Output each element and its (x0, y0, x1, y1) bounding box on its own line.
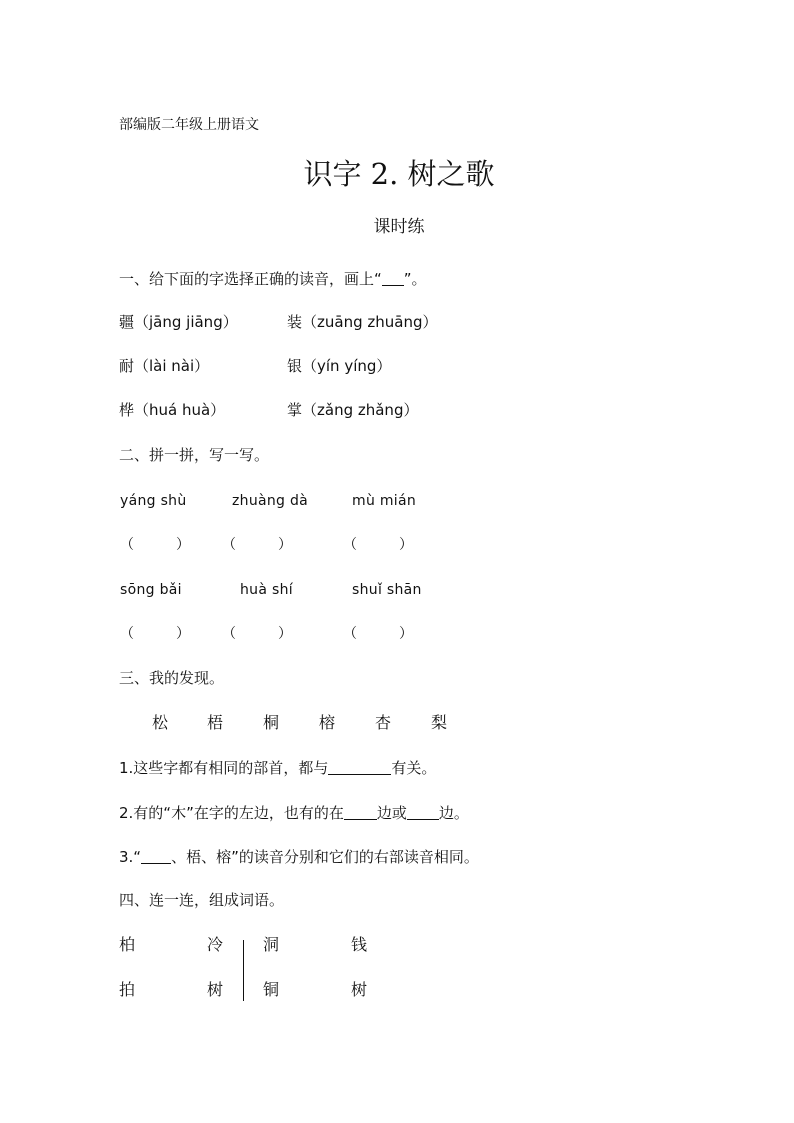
match-character: 冷 (207, 935, 224, 954)
pinyin-prompt: shuǐ shān (352, 582, 422, 598)
section2-heading: 二、拼一拼，写一写。 (119, 446, 270, 464)
match-character: 柏 (119, 935, 136, 954)
divider-line (243, 940, 244, 1001)
pinyin-prompt: sōng bǎi (120, 582, 182, 598)
section1-heading-end: ”。 (403, 270, 427, 288)
pinyin-prompt: mù mián (352, 493, 417, 509)
match-character: 树 (207, 980, 224, 999)
section3-heading: 三、我的发现。 (119, 669, 225, 687)
pinyin-prompt: huà shí (240, 582, 293, 598)
question-1-end: 有关。 (391, 759, 437, 777)
question-2-end: 边。 (438, 804, 469, 822)
answer-blank (344, 805, 377, 820)
page-title: 识字 2. 树之歌 (303, 157, 495, 191)
pronunciation-item: 耐（lài nài） (119, 357, 210, 375)
section4-heading: 四、连一连，组成词语。 (119, 891, 285, 909)
pinyin-prompt: yáng shù (120, 493, 187, 509)
section1-heading (119, 271, 427, 287)
answer-parentheses: （ ） (222, 626, 292, 642)
question-2-mid: 边或 (376, 804, 407, 822)
match-character: 铜 (263, 980, 280, 999)
question-3-text: 3.“ (119, 848, 142, 866)
section1-heading-text: 一、给下面的字选择正确的读音，画上“ (119, 270, 382, 288)
answer-parentheses: （ ） (120, 626, 190, 642)
pronunciation-item: 装（zuāng zhuāng） (287, 313, 438, 331)
match-character: 钱 (351, 935, 368, 954)
question-3 (119, 849, 479, 865)
question-2 (119, 805, 469, 821)
character: 榕 (319, 713, 336, 732)
pronunciation-item: 银（yín yíng） (287, 357, 392, 375)
page-subtitle: 课时练 (373, 217, 425, 237)
character: 杏 (375, 713, 392, 732)
pronunciation-item: 桦（huá huà） (119, 401, 226, 419)
pronunciation-item: 疆（jāng jiāng） (119, 313, 238, 331)
answer-parentheses: （ ） (343, 626, 413, 642)
answer-blank (382, 271, 404, 286)
answer-parentheses: （ ） (222, 537, 292, 553)
question-1 (119, 760, 436, 776)
match-character: 树 (351, 980, 368, 999)
answer-parentheses: （ ） (120, 537, 190, 553)
question-3-end: 、梧、榕”的读音分别和它们的右部读音相同。 (171, 848, 479, 866)
match-character: 拍 (119, 980, 136, 999)
match-character: 洞 (263, 935, 280, 954)
character: 桐 (263, 713, 280, 732)
pronunciation-item: 掌（zǎng zhǎng） (287, 401, 419, 419)
character: 梧 (207, 713, 224, 732)
answer-blank (328, 760, 391, 775)
pinyin-prompt: zhuàng dà (232, 493, 309, 509)
answer-blank (141, 849, 171, 864)
document-header: 部编版二年级上册语文 (119, 117, 259, 133)
answer-parentheses: （ ） (343, 537, 413, 553)
question-1-text: 1.这些字都有相同的部首，都与 (119, 759, 329, 777)
answer-blank (407, 805, 439, 820)
character: 梨 (431, 713, 448, 732)
character: 松 (152, 713, 169, 732)
question-2-text: 2.有的“木”在字的左边，也有的在 (119, 804, 344, 822)
